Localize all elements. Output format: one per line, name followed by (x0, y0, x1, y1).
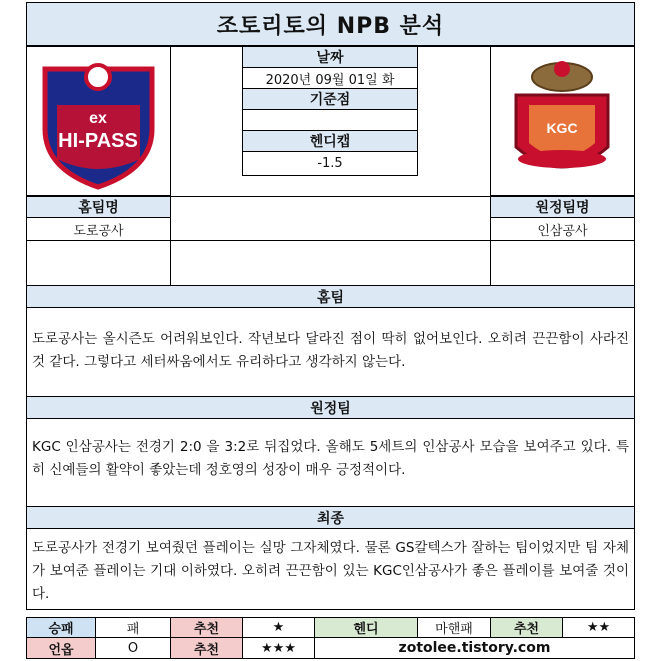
ou-value: O (95, 637, 171, 659)
result-rec-value: ★ (242, 617, 315, 638)
away-section-header: 원정팀 (26, 396, 635, 419)
handicap-value: -1.5 (242, 151, 418, 176)
away-logo-box (490, 46, 635, 196)
page-title: 조토리토의 NPB 분석 (26, 2, 635, 46)
home-logo-mark: ex (89, 110, 107, 127)
result-rec-label: 추천 (170, 617, 243, 638)
blank-cell-center (170, 240, 491, 286)
home-logo-text: HI-PASS (58, 130, 138, 152)
handicap-label: 헨디캡 (242, 130, 418, 152)
home-logo-box (26, 46, 171, 196)
handi-rec-label: 추천 (490, 617, 563, 638)
site-url[interactable]: zotolee.tistory.com (314, 637, 635, 659)
final-analysis-text: 도로공사가 전경기 보여줬던 플레이는 실망 그자체였다. 물론 GS칼텍스가 잘하는 팀이었지만 팀 자체가 보여준 플레이는 기대 이하였다. 오히려 끈끈함이 있는 KGC인삼공사가 좋은 플레이를 보여줄 것이다. (32, 540, 629, 602)
ou-label: 언옵 (26, 637, 96, 659)
away-analysis-text: KGC 인삼공사는 전경기 2:0 을 3:2로 뒤집었다. 올해도 5세트의 인삼공사 모습을 보여주고 있다. 특히 신예들의 활약이 좋았는데 정호영의 성장이 매우 긍정적이다. (32, 439, 629, 478)
handi-label: 헨디 (314, 617, 418, 638)
home-section-header: 홈팀 (26, 285, 635, 308)
handi-value: 마핸패 (417, 617, 491, 638)
away-logo-text: KGC (546, 120, 578, 136)
date-label: 날짜 (242, 46, 418, 68)
base-label: 기준점 (242, 88, 418, 110)
result-label: 승패 (26, 617, 96, 638)
date-value: 2020년 09월 01일 화 (242, 67, 418, 89)
home-analysis-text: 도로공사는 올시즌도 어려워보인다. 작년보다 달라진 점이 딱히 없어보인다. 오히려 끈끈함이 사라진것 같다. 그렇다고 세터싸움에서도 유리하다고 생각하지 않는다. (32, 331, 629, 370)
blank-cell-left (26, 240, 171, 286)
away-team-logo (491, 47, 634, 195)
away-name-value: 인삼공사 (490, 217, 635, 241)
home-team-logo (27, 47, 170, 195)
handi-rec-value: ★★ (562, 617, 635, 638)
away-name-label: 원정팀명 (490, 196, 635, 218)
team-gap-cell (170, 196, 491, 241)
result-value: 패 (95, 617, 171, 638)
home-name-label: 홈팀명 (26, 196, 171, 218)
ou-rec-label: 추천 (170, 637, 243, 659)
blank-cell-right (490, 240, 635, 286)
home-name-value: 도로공사 (26, 217, 171, 241)
final-section-header: 최종 (26, 506, 635, 529)
ou-rec-value: ★★★ (242, 637, 315, 659)
base-value (242, 109, 418, 131)
